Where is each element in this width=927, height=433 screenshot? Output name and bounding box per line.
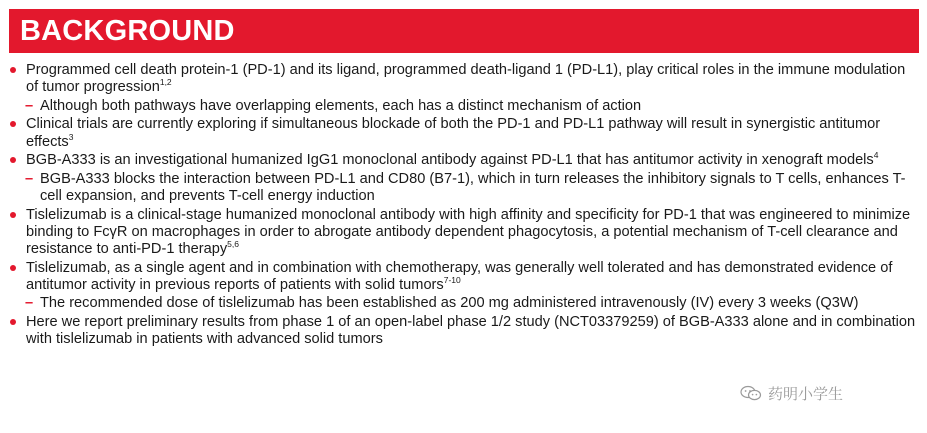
item-text: Tislelizumab is a clinical-stage humanized monoclonal antibody with high affinity and specificity for PD-1 that was engineered to minimize binding to FcγR on macrophages in order to abrogate antibody dependent phagocytosis, a potential mechanism of T-cell clearance and resistance to anti-PD-1 therapy bbox=[26, 206, 911, 257]
item-text: Here we report preliminary results from phase 1 of an open-label phase 1/2 study (NCT03379259) of BGB-A333 alone and in combination with tislelizumab in patients with advanced solid tumors bbox=[26, 313, 916, 348]
section-title: BACKGROUND bbox=[20, 14, 235, 47]
item-text: Programmed cell death protein-1 (PD-1) and its ligand, programmed death-ligand 1 (PD-L1), play critical roles in the immune modulation of tumor progression bbox=[26, 62, 906, 96]
list-item bbox=[0, 152, 927, 169]
bullet-icon bbox=[10, 67, 16, 73]
list-item bbox=[0, 116, 927, 150]
item-text: Although both pathways have overlapping elements, each has a distinct mechanism of action bbox=[40, 97, 642, 114]
item-text: BGB-A333 is an investigational humanized IgG1 monoclonal antibody against PD-L1 that has antitumor activity in xenograft models bbox=[26, 152, 874, 169]
dash-icon: – bbox=[25, 295, 34, 312]
citation: 5,6 bbox=[227, 239, 239, 250]
bullet-icon bbox=[10, 121, 16, 127]
dash-icon: – bbox=[25, 170, 34, 187]
item-text: BGB-A333 blocks the interaction between PD-L1 and CD80 (B7-1), which in turn releases the inhibitory signals to T cells, enhances T-cell expansion, and prevents T-cell energy induction bbox=[40, 170, 906, 204]
list-item bbox=[0, 62, 927, 96]
citation: 4 bbox=[873, 150, 879, 161]
item-text: Clinical trials are currently exploring if simultaneous blockade of both the PD-1 and PD-L1 pathway will result in synergistic antitumor effects bbox=[26, 116, 881, 150]
bullet-icon bbox=[10, 319, 16, 325]
dash-icon: – bbox=[25, 97, 34, 114]
list-item bbox=[0, 207, 927, 259]
list-subitem bbox=[0, 295, 927, 312]
wechat-icon bbox=[740, 385, 762, 401]
item-text: Tislelizumab, as a single agent and in combination with chemotherapy, was generally well tolerated and has demonstrated evidence of antitumor activity in previous reports of patients with solid tumors bbox=[26, 259, 893, 293]
bullet-list bbox=[0, 62, 927, 350]
watermark bbox=[736, 381, 847, 405]
citation: 7-10 bbox=[443, 274, 461, 285]
bullet-icon bbox=[10, 157, 16, 163]
list-subitem bbox=[0, 98, 927, 115]
item-text: The recommended dose of tislelizumab has been established as 200 mg administered intravenously (IV) every 3 weeks (Q3W) bbox=[40, 295, 859, 312]
bullet-icon bbox=[10, 212, 16, 218]
section-header bbox=[9, 9, 919, 53]
list-item bbox=[0, 314, 927, 348]
watermark-text: 药明小学生 bbox=[768, 384, 844, 403]
bullet-icon bbox=[10, 265, 16, 271]
list-subitem bbox=[0, 171, 927, 205]
citation: 1,2 bbox=[159, 77, 172, 88]
citation: 3 bbox=[68, 131, 74, 142]
list-item bbox=[0, 260, 927, 294]
